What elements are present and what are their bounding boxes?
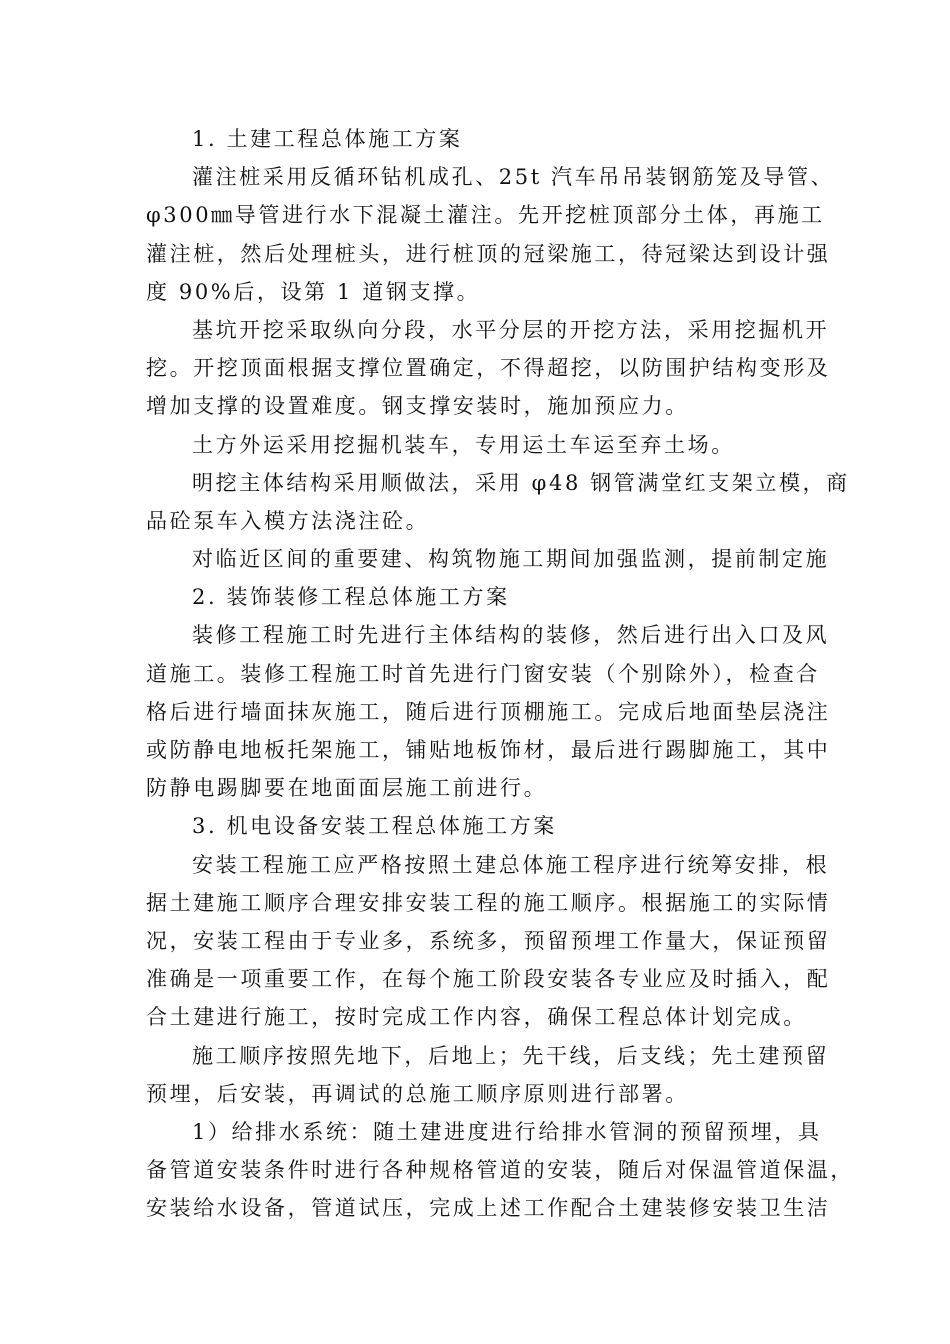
paragraph-line: 合土建进行施工，按时完成工作内容，确保工程总体计划完成。	[146, 1005, 807, 1030]
paragraph-line: 据土建施工顺序合理安排安装工程的施工顺序。根据施工的实际情	[146, 890, 831, 915]
section-heading: 3. 机电设备安装工程总体施工方案	[192, 814, 557, 839]
paragraph-line: 基坑开挖采取纵向分段，水平分层的开挖方法，采用挖掘机开	[192, 317, 830, 342]
paragraph-line: 预埋，后安装，再调试的总施工顺序原则进行部署。	[146, 1081, 689, 1106]
paragraph-line: φ300㎜导管进行水下混凝土灌注。先开挖桩顶部分土体，再施工	[146, 203, 825, 228]
paragraph-line: 1）给排水系统：随土建进度进行给排水管洞的预留预埋，具	[192, 1119, 822, 1144]
paragraph-line: 准确是一项重要工作，在每个施工阶段安装各专业应及时插入，配	[146, 967, 831, 992]
document-body	[146, 120, 854, 1227]
paragraph-line: 格后进行墙面抹灰施工，随后进行顶棚施工。完成后地面垫层浇注	[146, 699, 831, 724]
paragraph-line: 备管道安装条件时进行各种规格管道的安装，随后对保温管道保温，	[146, 1158, 854, 1183]
paragraph-line: 道施工。装修工程施工时首先进行门窗安装（个别除外），检查合	[146, 661, 820, 686]
paragraph-line: 施工顺序按照先地下，后地上；先干线，后支线；先土建预留	[192, 1043, 830, 1068]
paragraph-line: 灌注桩采用反循环钻机成孔、25t 汽车吊吊装钢筋笼及导管、	[192, 165, 835, 190]
paragraph-line: 安装给水设备，管道试压，完成上述工作配合土建装修安装卫生洁	[146, 1196, 831, 1221]
paragraph-line: 灌注桩，然后处理桩头，进行桩顶的冠梁施工，待冠梁达到设计强	[146, 241, 831, 266]
paragraph-line: 对临近区间的重要建、构筑物施工期间加强监测，提前制定施	[192, 547, 830, 572]
paragraph-line: 增加支撑的设置难度。钢支撑安装时，施加预应力。	[146, 394, 689, 419]
paragraph-line: 土方外运采用挖掘机装车，专用运土车运至弃土场。	[192, 432, 735, 457]
paragraph-line: 度 90%后，设第 1 道钢支撑。	[146, 279, 481, 304]
paragraph-line: 明挖主体结构采用顺做法，采用 φ48 钢管满堂红支架立模，商	[192, 470, 850, 495]
paragraph-line: 挖。开挖顶面根据支撑位置确定，不得超挖，以防围护结构变形及	[146, 356, 831, 381]
paragraph-line: 或防静电地板托架施工，铺贴地板饰材，最后进行踢脚施工，其中	[146, 738, 831, 762]
paragraph-line: 安装工程施工应严格按照土建总体施工程序进行统筹安排，根	[192, 852, 830, 877]
section-heading: 1. 土建工程总体施工方案	[192, 127, 463, 151]
section-heading: 2. 装饰装修工程总体施工方案	[192, 585, 510, 610]
paragraph-line: 品砼泵车入模方法浇注砼。	[146, 508, 430, 533]
paragraph-line: 防静电踢脚要在地面面层施工前进行。	[146, 776, 548, 801]
paragraph-line: 况，安装工程由于专业多，系统多，预留预埋工作量大，保证预留	[146, 928, 831, 953]
paragraph-line: 装修工程施工时先进行主体结构的装修，然后进行出入口及风	[192, 623, 830, 648]
